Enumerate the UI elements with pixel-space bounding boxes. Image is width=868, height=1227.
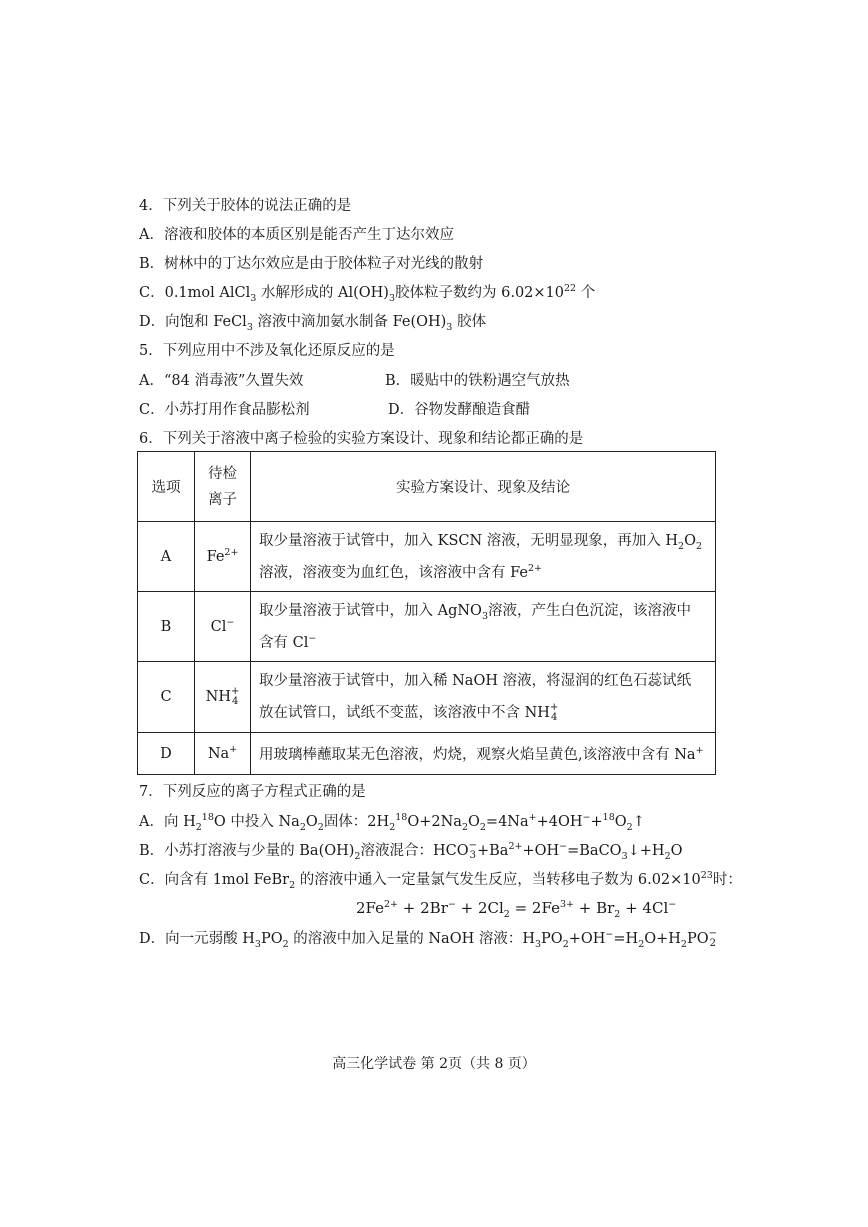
table-row (138, 522, 716, 592)
row-option: B (138, 592, 195, 662)
q4-option-c: C．0.1mol AlCl$_3$ 水解形成的 $Al(OH)_3$胶体粒子数约为 $6.02\times 10^{22}$ 个 (139, 283, 596, 304)
q7-option-a: A．向 $H_2^{18}O$ 中投入 $Na_2O_2$固体：$2H_2^{18}O+2Na_2O_2=4Na^++4OH^-+^{18}O_2↑$ (139, 812, 645, 833)
row-ion: Cl− (195, 592, 251, 662)
q7-option-d: D．向一元弱酸 $H_3PO_2$ 的溶液中加入足量的 NaOH 溶液：$H_3PO_2+OH^-=H_2O+H_2PO-$ 2 (139, 928, 718, 950)
page-footer: 高三化学试卷 第 2页（共 8 页） (332, 1056, 536, 1072)
q7-stem: 7．下列反应的离子方程式正确的是 (139, 784, 366, 800)
header-description: 实验方案设计、现象及结论 (251, 452, 716, 522)
row-option: C (138, 662, 195, 733)
q7-option-c: C．向含有 1mol FeBr$_2$ 的溶液中通入一定量氯气发生反应，当转移电子数为 $6.02\times 10^{23}$时： (139, 870, 742, 891)
q5-option-a: A．“84 消毒液”久置失效 (139, 373, 304, 389)
row-description: 用玻璃棒蘸取某无色溶液，灼烧，观察火焰呈黄色,该溶液中含有 Na+ (251, 733, 716, 775)
q4-option-a: A．溶液和胶体的本质区别是能否产生丁达尔效应 (139, 227, 454, 243)
row-ion: NH+ 4 (195, 662, 251, 733)
row-description: 取少量溶液于试管中，加入稀 NaOH 溶液，将湿润的红色石蕊试纸 放在试管口，试纸不变蓝，该溶液中不含 NH+ 4 (251, 662, 716, 733)
q7-option-b: B．小苏打溶液与少量的 $Ba(OH)_2$溶液混合：HCO− $3+Ba^{2+}+OH^-=BaCO_3↓+H_2O$ (139, 840, 683, 862)
q6-stem: 6．下列关于溶液中离子检验的实验方案设计、现象和结论都正确的是 (139, 431, 584, 447)
table-row (138, 592, 716, 662)
row-option: D (138, 733, 195, 775)
q7-option-c-equation: $2Fe^{2+} + 2Br^- + 2Cl_2 = 2Fe^{3+} + Br_2 + 4Cl^-$ (356, 899, 677, 920)
table-header-row (138, 452, 716, 522)
table-row (138, 733, 716, 775)
q4-option-d: D．向饱和 FeCl$_3$ 溶液中滴加氨水制备 $Fe(OH)_3$ 胶体 (139, 314, 486, 333)
header-option: 选项 (138, 452, 195, 522)
row-ion: $Fe^{2+}$ (195, 522, 251, 592)
row-description: 取少量溶液于试管中，加入 AgNO$_3$溶液，产生白色沉淀，该溶液中 含有 Cl− (251, 592, 716, 662)
q5-stem: 5．下列应用中不涉及氧化还原反应的是 (139, 343, 395, 359)
table-row (138, 662, 716, 733)
row-description: 取少量溶液于试管中，加入 KSCN 溶液，无明显现象，再加入 $H_2O_2$ 溶液，溶液变为血红色，该溶液中含有 $Fe^{2+}$ (251, 522, 716, 592)
q5-option-c: C．小苏打用作食品膨松剂 (139, 402, 310, 418)
q4-stem: 4．下列关于胶体的说法正确的是 (139, 198, 352, 214)
q5-option-d: D．谷物发酵酿造食醋 (388, 402, 531, 418)
q5-option-b: B．暖贴中的铁粉遇空气放热 (385, 373, 570, 389)
q6-table (137, 451, 716, 775)
header-ion: 待检 离子 (195, 452, 251, 522)
q4-option-b: B．树林中的丁达尔效应是由于胶体粒子对光线的散射 (139, 256, 484, 272)
row-option: A (138, 522, 195, 592)
row-ion: Na+ (195, 733, 251, 775)
